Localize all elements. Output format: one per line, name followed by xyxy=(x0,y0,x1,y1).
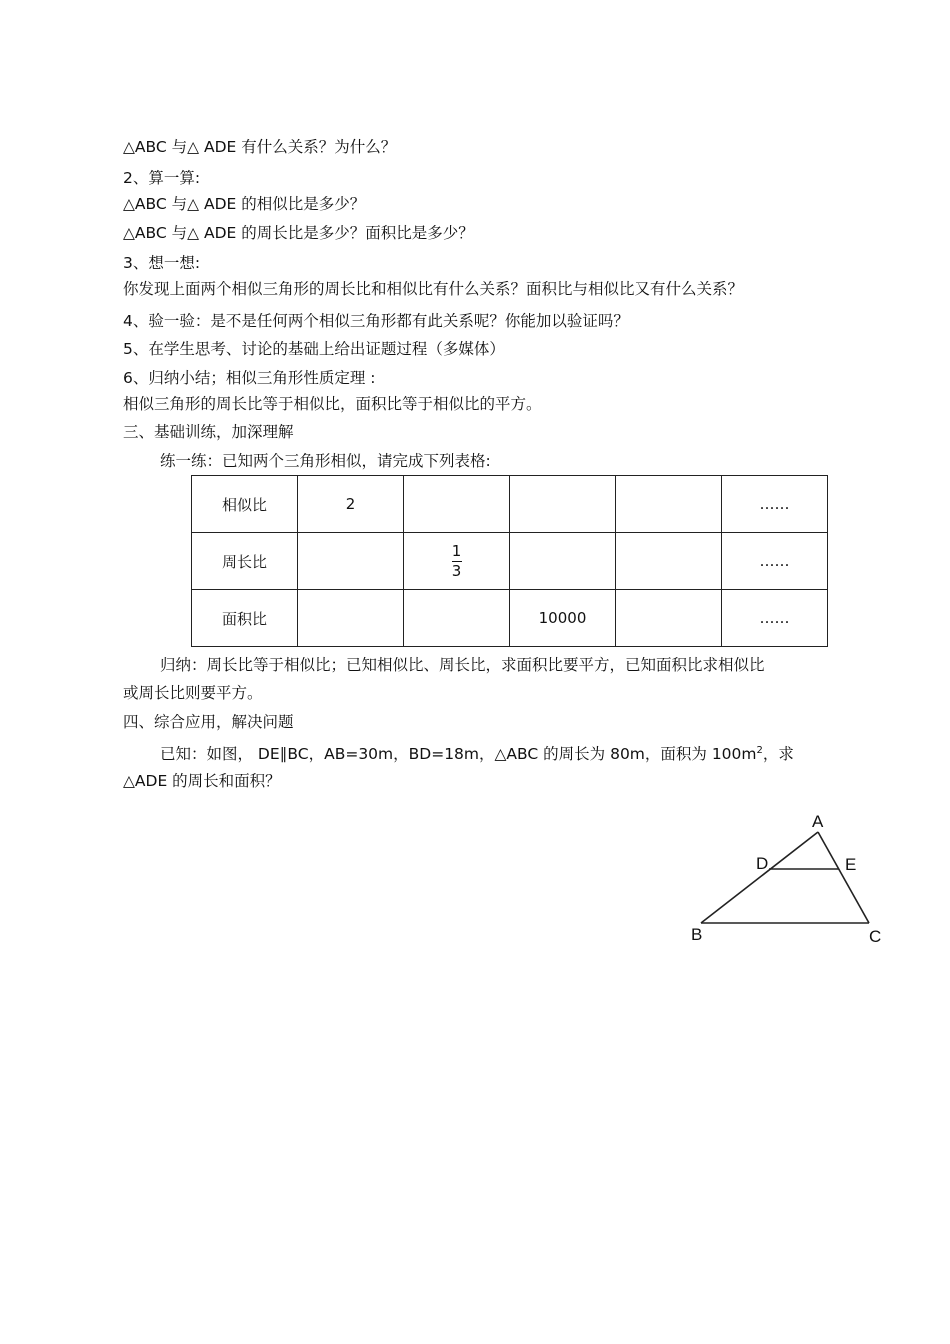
ellipsis-cell: …… xyxy=(722,476,828,533)
section-think-heading: 3、想一想: xyxy=(123,254,201,272)
question-relation: △ABC 与△ ADE 有什么关系？为什么？ xyxy=(123,138,397,156)
section-summary: 6、归纳小结；相似三角形性质定理 : xyxy=(123,369,376,387)
question-similarity-ratio: △ABC 与△ ADE 的相似比是多少？ xyxy=(123,195,366,213)
superscript: 2 xyxy=(756,745,763,756)
triangle-figure xyxy=(680,800,910,950)
side-ac xyxy=(818,832,869,923)
summary-line-1: 归纳：周长比等于相似比；已知相似比、周长比，求面积比要平方，已知面积比求相似比 xyxy=(160,656,765,674)
fraction xyxy=(452,543,462,580)
side-ab xyxy=(701,832,818,923)
question-discover: 你发现上面两个相似三角形的周长比和相似比有什么关系？面积比与相似比又有什么关系？ xyxy=(123,280,744,298)
ellipsis-cell: …… xyxy=(722,590,828,647)
table-cell xyxy=(616,476,722,533)
fraction-numerator: 1 xyxy=(451,542,462,560)
summary-line-2: 或周长比则要平方。 xyxy=(123,684,263,702)
exercise-prompt: 练一练：已知两个三角形相似，请完成下列表格: xyxy=(160,452,491,470)
question-perimeter-area-ratio: △ABC 与△ ADE 的周长比是多少？面积比是多少？ xyxy=(123,224,474,242)
row-label: 周长比 xyxy=(192,533,298,590)
label-d: D xyxy=(756,854,769,873)
table-cell xyxy=(404,476,510,533)
table-row xyxy=(192,533,828,590)
table-cell xyxy=(616,590,722,647)
table-cell xyxy=(298,590,404,647)
fraction-cell xyxy=(404,533,510,590)
label-b: B xyxy=(691,925,703,944)
section-proof: 5、在学生思考、讨论的基础上给出证题过程（多媒体） xyxy=(123,340,505,358)
table-cell: 2 xyxy=(298,476,404,533)
table-row xyxy=(192,476,828,533)
ellipsis-cell: …… xyxy=(722,533,828,590)
table-cell: 10000 xyxy=(510,590,616,647)
row-label: 相似比 xyxy=(192,476,298,533)
table-cell xyxy=(510,476,616,533)
section-three-heading: 三、基础训练，加深理解 xyxy=(123,423,294,441)
problem-text: 已知：如图， DE∥BC，AB=30m，BD=18m，△ABC 的周长为 80m，面积为 100m xyxy=(160,745,757,764)
label-a: A xyxy=(812,812,824,831)
section-verify: 4、验一验：是不是任何两个相似三角形都有此关系呢？你能加以验证吗？ xyxy=(123,312,629,330)
section-calc-heading: 2、算一算: xyxy=(123,169,201,187)
table-cell xyxy=(616,533,722,590)
fraction-denominator: 3 xyxy=(451,562,462,580)
problem-text-end: ，求 xyxy=(762,745,794,764)
problem-question: △ADE 的周长和面积？ xyxy=(123,772,281,790)
ratio-table xyxy=(191,475,828,647)
row-label: 面积比 xyxy=(192,590,298,647)
theorem-statement: 相似三角形的周长比等于相似比，面积比等于相似比的平方。 xyxy=(123,395,542,413)
table-row xyxy=(192,590,828,647)
table-cell xyxy=(298,533,404,590)
label-c: C xyxy=(869,927,882,946)
section-four-heading: 四、综合应用，解决问题 xyxy=(123,713,294,731)
label-e: E xyxy=(845,855,857,874)
table-cell xyxy=(404,590,510,647)
problem-statement xyxy=(160,741,794,764)
table-cell xyxy=(510,533,616,590)
